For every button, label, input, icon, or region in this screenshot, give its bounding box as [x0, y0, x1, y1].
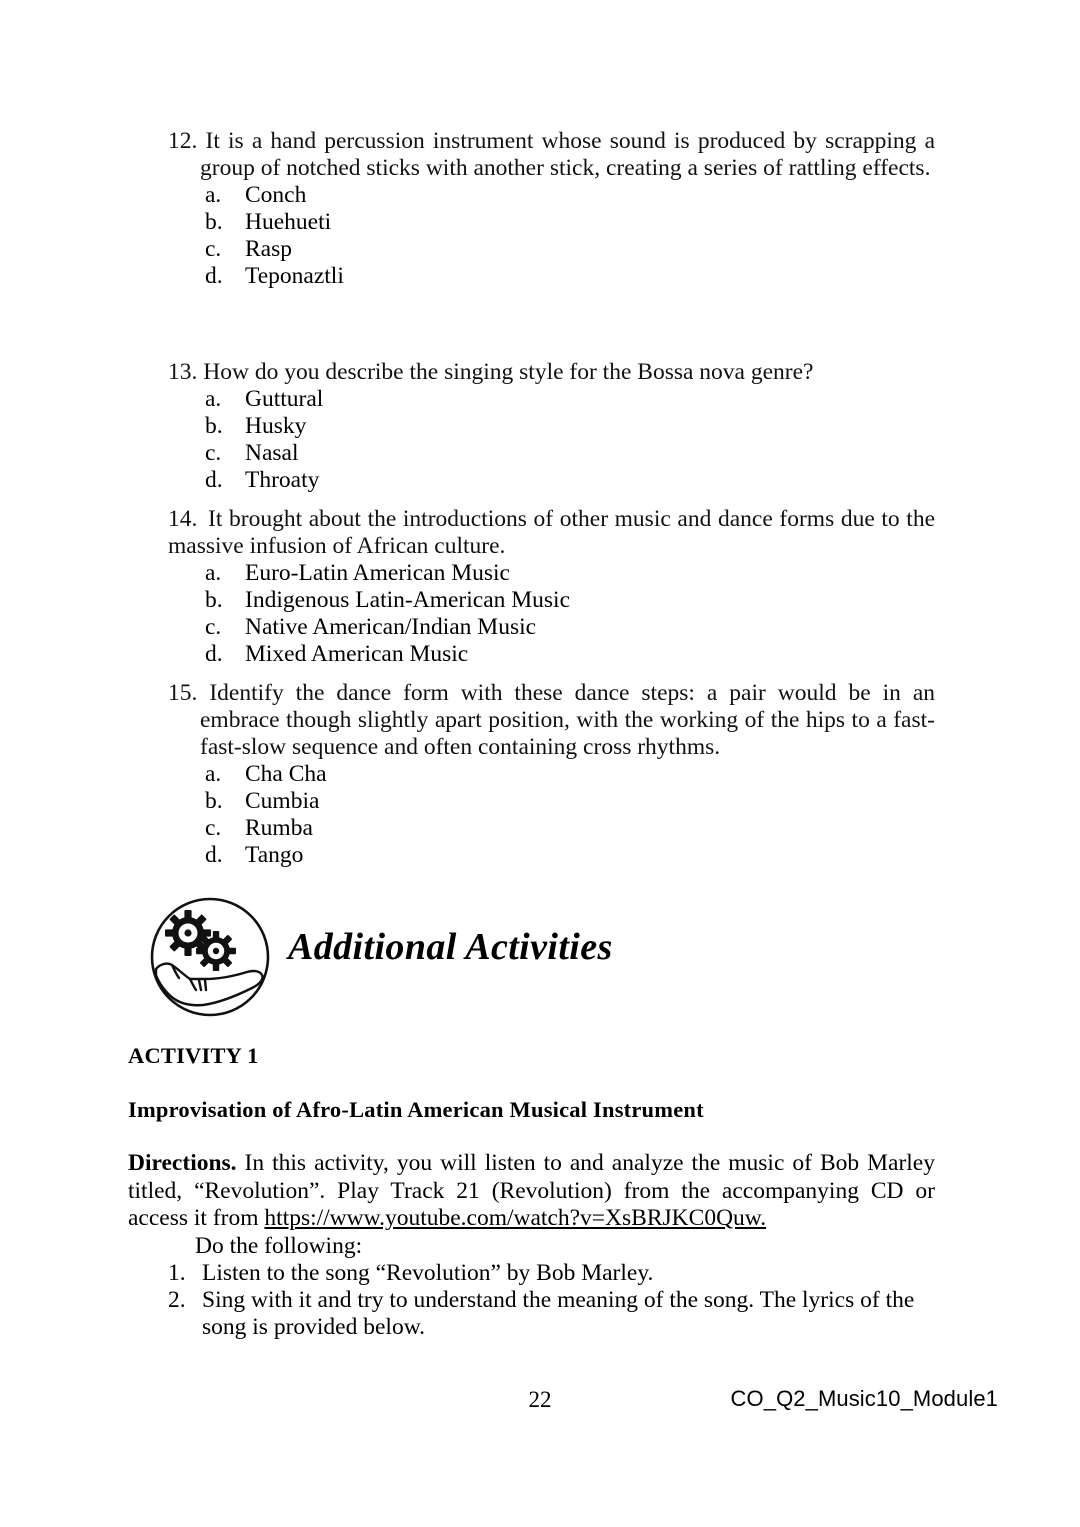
- question-number-12: 12.: [168, 128, 198, 154]
- directions-paragraph: [128, 1150, 935, 1233]
- option-letter: d.: [205, 467, 223, 493]
- list-item: [168, 1260, 950, 1287]
- option-letter: a.: [205, 386, 222, 412]
- step-text: Listen to the song “Revolution” by Bob Marley.: [202, 1260, 654, 1286]
- option-item[interactable]: [0, 788, 1080, 815]
- question-body-15: Identify the dance form with these dance steps: a pair would be in an embrace though slightly apart position, with the working of the hips to a fast-fast-slow sequence and often containing cross rhythms.: [200, 680, 936, 760]
- option-letter: c.: [205, 236, 222, 262]
- option-label: Native American/Indian Music: [245, 614, 537, 640]
- option-item[interactable]: [0, 209, 1080, 236]
- step-number: 2.: [168, 1287, 186, 1313]
- question-body-14: It brought about the introductions of other music and dance forms due to the massive infusion of African culture.: [168, 506, 936, 559]
- option-label: Rumba: [245, 815, 313, 841]
- option-label: Huehueti: [245, 209, 332, 235]
- option-item[interactable]: [0, 263, 1080, 290]
- directions-label: Directions.: [128, 1150, 237, 1176]
- step-text: Sing with it and try to understand the meaning of the song. The lyrics of the song is provided below.: [202, 1287, 915, 1340]
- option-letter: b.: [205, 209, 223, 235]
- list-item: [168, 1287, 950, 1341]
- question-text-15: [0, 680, 1080, 761]
- option-letter: a.: [205, 182, 222, 208]
- question-text-12: [0, 128, 1080, 182]
- question-number-14: 14.: [168, 506, 198, 532]
- option-label: Indigenous Latin-American Music: [245, 587, 570, 613]
- gears-in-hand-icon: [148, 893, 272, 1025]
- option-label: Tango: [245, 842, 304, 868]
- option-item[interactable]: [0, 587, 1080, 614]
- question-body-13: How do you describe the singing style for the Bossa nova genre?: [203, 359, 814, 385]
- option-item[interactable]: [0, 761, 1080, 788]
- option-letter: d.: [205, 842, 223, 868]
- step-number: 1.: [168, 1260, 186, 1286]
- option-item[interactable]: [0, 182, 1080, 209]
- options-list-13: [0, 386, 1080, 494]
- option-letter: c.: [205, 614, 222, 640]
- options-list-12: [0, 182, 1080, 290]
- option-item[interactable]: [0, 641, 1080, 668]
- options-list-15: [0, 761, 1080, 869]
- option-label: Teponaztli: [245, 263, 344, 289]
- option-item[interactable]: [0, 386, 1080, 413]
- activity-heading: ACTIVITY 1: [128, 1043, 259, 1068]
- option-label: Nasal: [245, 440, 299, 466]
- question-block-14: [0, 506, 1080, 668]
- option-label: Conch: [245, 182, 307, 208]
- additional-activities-banner: [148, 893, 708, 1028]
- option-label: Rasp: [245, 236, 292, 262]
- option-letter: a.: [205, 560, 222, 586]
- options-list-14: [0, 560, 1080, 668]
- footer-page-number: 22: [528, 1387, 552, 1412]
- additional-activities-title: Additional Activities: [288, 926, 613, 968]
- option-item[interactable]: [0, 614, 1080, 641]
- option-letter: c.: [205, 440, 222, 466]
- question-text-14: [0, 506, 1080, 560]
- option-item[interactable]: [0, 842, 1080, 869]
- question-body-12: It is a hand percussion instrument whose sound is produced by scrapping a group of notched sticks with another stick, creating a series of rattling effects.: [200, 128, 936, 181]
- option-label: Euro-Latin American Music: [245, 560, 510, 586]
- option-letter: b.: [205, 788, 223, 814]
- option-item[interactable]: [0, 413, 1080, 440]
- option-label: Guttural: [245, 386, 324, 412]
- youtube-link[interactable]: https://www.youtube.com/watch?v=XsBRJKC0Quw.: [264, 1205, 767, 1231]
- option-letter: c.: [205, 815, 222, 841]
- option-item[interactable]: [0, 236, 1080, 263]
- option-label: Throaty: [245, 467, 320, 493]
- option-item[interactable]: [0, 560, 1080, 587]
- question-block-13: [0, 359, 1080, 494]
- question-number-15: 15.: [168, 680, 198, 706]
- activity-subheading: Improvisation of Afro-Latin American Musical Instrument: [128, 1097, 704, 1122]
- option-label: Husky: [245, 413, 307, 439]
- option-label: Cha Cha: [245, 761, 327, 787]
- option-item[interactable]: [0, 815, 1080, 842]
- question-block-15: [0, 680, 1080, 869]
- option-letter: b.: [205, 413, 223, 439]
- footer-module-code: CO_Q2_Music10_Module1: [730, 1386, 998, 1411]
- option-letter: a.: [205, 761, 222, 787]
- option-letter: d.: [205, 641, 223, 667]
- option-label: Mixed American Music: [245, 641, 469, 667]
- question-text-13: [0, 359, 1080, 386]
- option-label: Cumbia: [245, 788, 320, 814]
- do-the-following-label: Do the following:: [195, 1233, 363, 1259]
- directions-body: In this activity, you will listen to and analyze the music of Bob Marley titled, “Revolution”. Play Track 21 (Revolution) from the accompanying CD or access it from: [128, 1150, 935, 1231]
- option-letter: b.: [205, 587, 223, 613]
- question-number-13: 13.: [168, 359, 198, 385]
- question-block-12: [0, 128, 1080, 290]
- option-item[interactable]: [0, 440, 1080, 467]
- activity-steps-list: [168, 1260, 950, 1341]
- option-letter: d.: [205, 263, 223, 289]
- option-item[interactable]: [0, 467, 1080, 494]
